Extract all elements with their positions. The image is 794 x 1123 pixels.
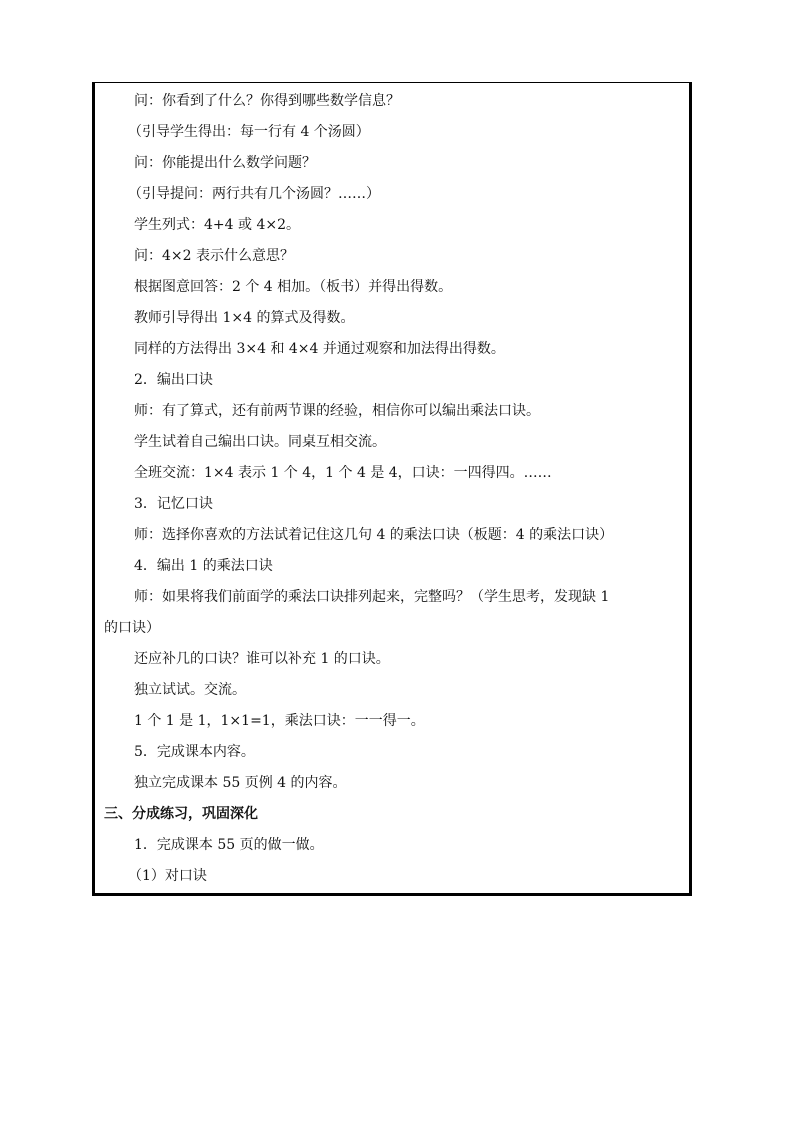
text-line: 1 个 1 是 1，1×1=1，乘法口诀：一一得一。 xyxy=(134,713,425,729)
text-line: 根据图意回答：2 个 4 相加。（板书）并得出得数。 xyxy=(134,279,453,295)
section-heading: 2．编出口诀 xyxy=(134,372,213,388)
text-line: （引导学生得出：每一行有 4 个汤圆） xyxy=(128,124,370,140)
lesson-content xyxy=(100,86,688,892)
part-heading: 三、分成练习，巩固深化 xyxy=(104,806,258,822)
text-line: 学生试着自己编出口诀。同桌互相交流。 xyxy=(134,434,386,450)
text-line: 师：选择你喜欢的方法试着记住这几句 4 的乘法口诀（板题：4 的乘法口诀） xyxy=(134,527,614,543)
text-line: （1）对口诀 xyxy=(128,868,207,884)
text-line: 师：有了算式，还有前两节课的经验，相信你可以编出乘法口诀。 xyxy=(134,403,540,419)
text-line: 问：你看到了什么？你得到哪些数学信息？ xyxy=(134,93,400,109)
text-line: 学生列式：4+4 或 4×2。 xyxy=(134,217,300,233)
text-line: 问：你能提出什么数学问题？ xyxy=(134,155,316,171)
section-heading: 4．编出 1 的乘法口诀 xyxy=(134,558,273,574)
section-heading: 3．记忆口诀 xyxy=(134,496,213,512)
text-line: 教师引导得出 1×4 的算式及得数。 xyxy=(134,310,355,326)
text-line: 独立试试。交流。 xyxy=(134,682,246,698)
text-line: 师：如果将我们前面学的乘法口诀排列起来，完整吗？（学生思考，发现缺 1 xyxy=(134,589,610,605)
text-line-continuation: 的口诀） xyxy=(104,620,160,636)
text-line: 问：4×2 表示什么意思？ xyxy=(134,248,294,264)
text-line: （引导提问：两行共有几个汤圆？……） xyxy=(128,186,380,202)
text-line: 1．完成课本 55 页的做一做。 xyxy=(134,837,324,853)
section-heading: 5．完成课本内容。 xyxy=(134,744,255,760)
text-line: 独立完成课本 55 页例 4 的内容。 xyxy=(134,775,347,791)
text-line: 同样的方法得出 3×4 和 4×4 并通过观察和加法得出得数。 xyxy=(134,341,505,357)
text-line: 还应补几的口诀？谁可以补充 1 的口诀。 xyxy=(134,651,390,667)
table-bottom-border xyxy=(92,893,692,896)
text-line: 全班交流：1×4 表示 1 个 4，1 个 4 是 4，口诀：一四得四。…… xyxy=(134,465,552,481)
